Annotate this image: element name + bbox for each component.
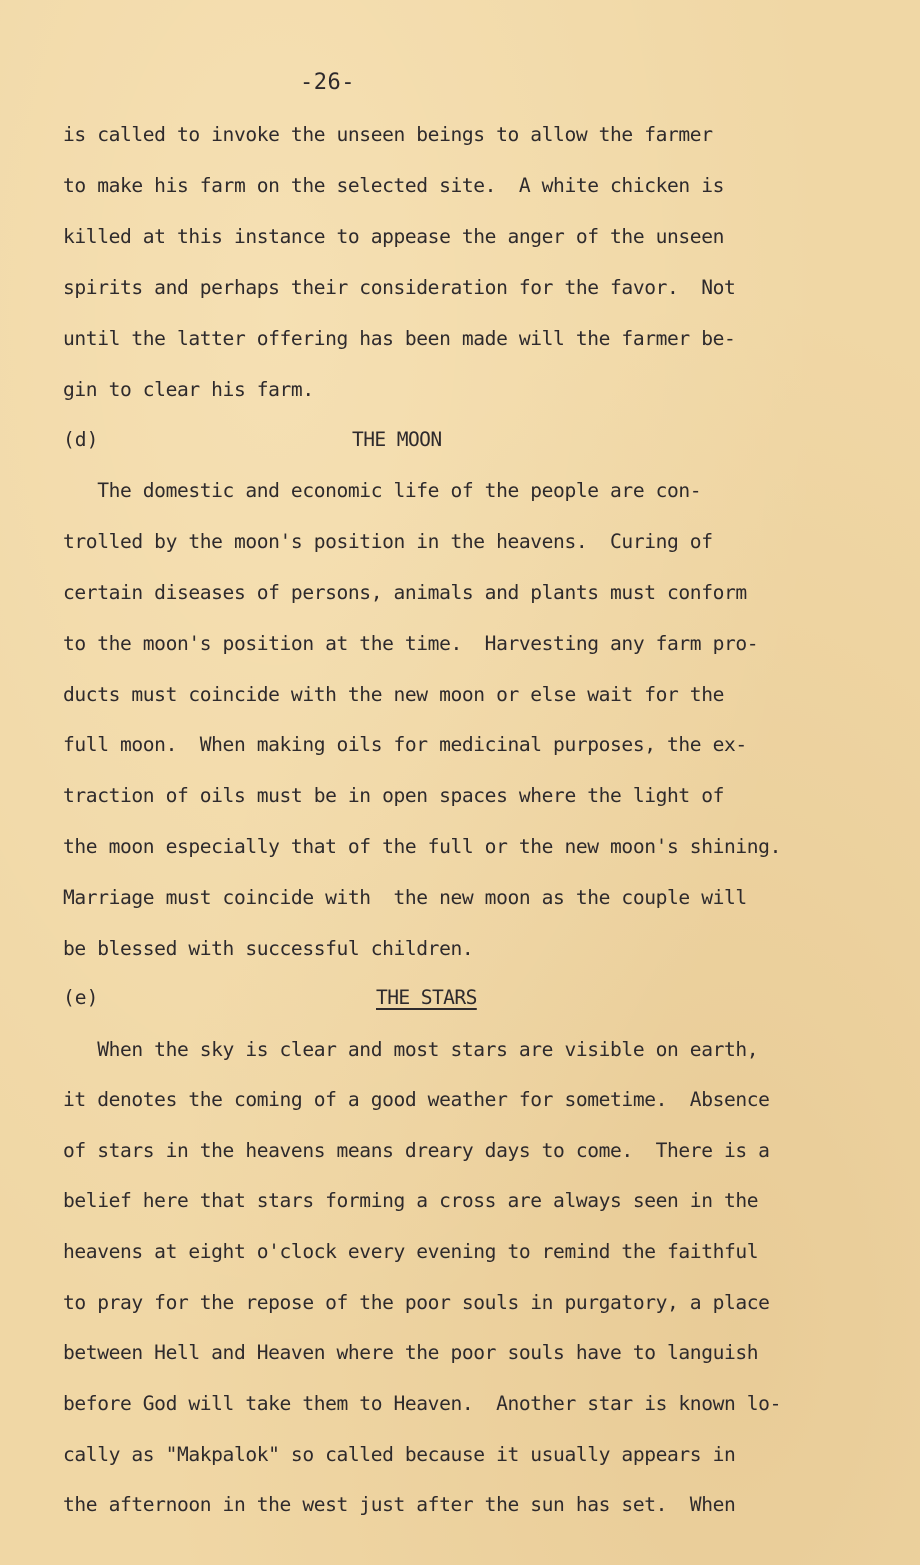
paragraph-line: gin to clear his farm. xyxy=(63,378,314,401)
paragraph-line: trolled by the moon's position in the heavens. Curing of xyxy=(63,530,713,553)
paragraph-line: to make his farm on the selected site. A white chicken is xyxy=(63,174,724,197)
paragraph-line: The domestic and economic life of the people are con- xyxy=(63,479,702,502)
paragraph-line: Marriage must coincide with the new moon as the couple will xyxy=(63,886,747,909)
paragraph-line: When the sky is clear and most stars are visible on earth, xyxy=(63,1038,759,1061)
paragraph-line: it denotes the coming of a good weather for sometime. Absence xyxy=(63,1088,770,1111)
paragraph-line: ducts must coincide with the new moon or else wait for the xyxy=(63,683,724,706)
paragraph-line: of stars in the heavens means dreary days to come. There is a xyxy=(63,1139,770,1162)
paragraph-line: full moon. When making oils for medicinal purposes, the ex- xyxy=(63,733,747,756)
section-label-moon: (d) xyxy=(63,428,99,451)
paragraph-line: between Hell and Heaven where the poor souls have to languish xyxy=(63,1341,759,1364)
paragraph-line: is called to invoke the unseen beings to allow the farmer xyxy=(63,123,713,146)
paragraph-line: spirits and perhaps their consideration for the favor. Not xyxy=(63,276,736,299)
paragraph-line: the moon especially that of the full or the new moon's shining. xyxy=(63,835,781,858)
paragraph-line: be blessed with successful children. xyxy=(63,937,474,960)
paragraph-line: certain diseases of persons, animals and plants must conform xyxy=(63,581,747,604)
paragraph-line: to the moon's position at the time. Harvesting any farm pro- xyxy=(63,632,759,655)
paragraph-line: heavens at eight o'clock every evening to remind the faithful xyxy=(63,1240,759,1263)
section-label-stars: (e) xyxy=(63,986,99,1009)
paragraph-line: the afternoon in the west just after the sun has set. When xyxy=(63,1493,736,1516)
paragraph-line: killed at this instance to appease the anger of the unseen xyxy=(63,225,724,248)
paragraph-line: until the latter offering has been made will the farmer be- xyxy=(63,327,736,350)
paragraph-line: traction of oils must be in open spaces where the light of xyxy=(63,784,724,807)
page-number: -26- xyxy=(300,70,355,95)
paragraph-line: before God will take them to Heaven. Another star is known lo- xyxy=(63,1392,781,1415)
section-title-moon: THE MOON xyxy=(352,428,442,451)
paragraph-line: cally as "Makpalok" so called because it usually appears in xyxy=(63,1443,736,1466)
section-title-stars: THE STARS xyxy=(376,986,477,1009)
paragraph-line: belief here that stars forming a cross are always seen in the xyxy=(63,1189,759,1212)
paragraph-line: to pray for the repose of the poor souls in purgatory, a place xyxy=(63,1291,770,1314)
